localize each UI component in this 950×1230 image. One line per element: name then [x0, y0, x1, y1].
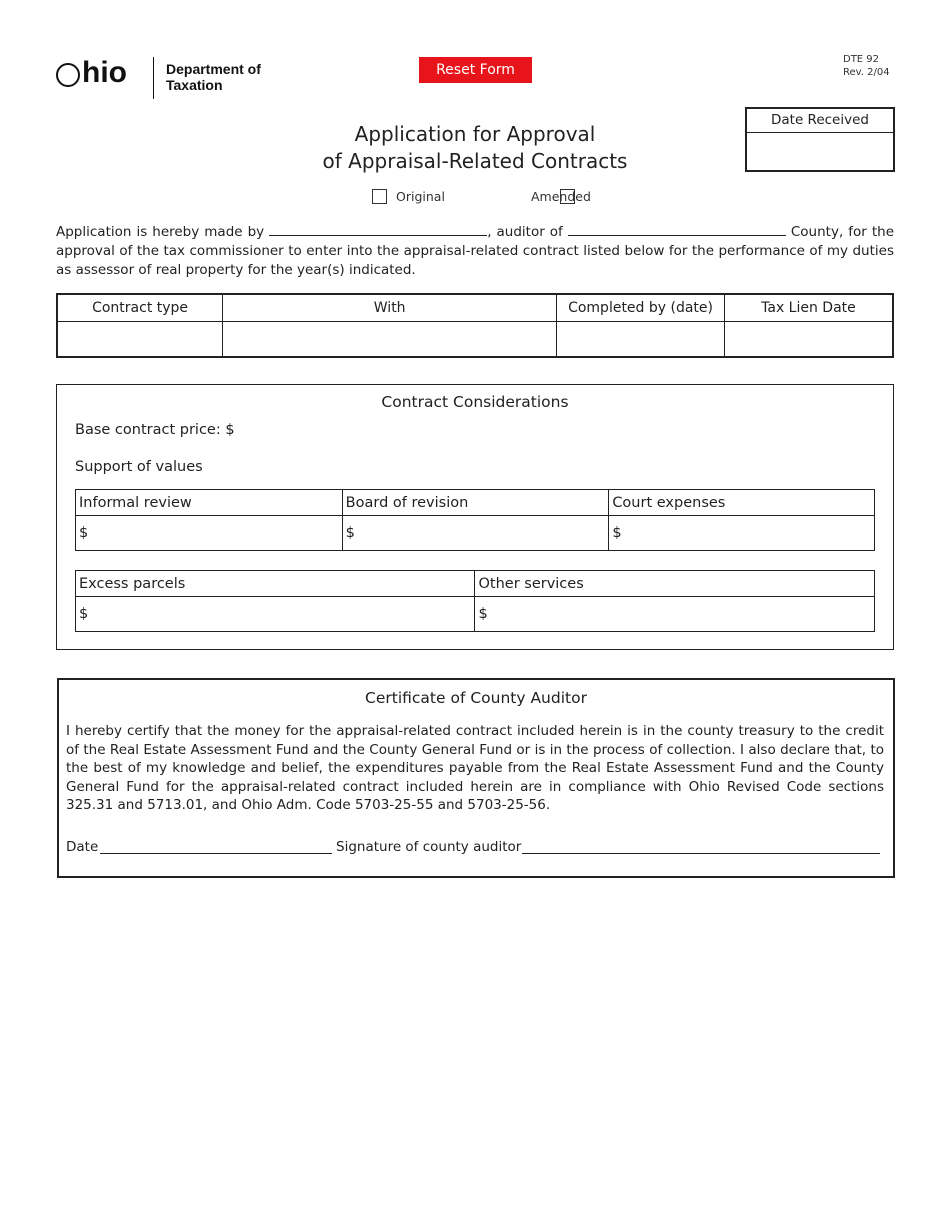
header-with: With: [223, 294, 557, 322]
support-of-values-label: Support of values: [75, 459, 203, 475]
excess-parcels-label: Excess parcels: [76, 571, 475, 597]
signature-label: Signature of county auditor: [336, 839, 522, 855]
date-received-label: Date Received: [747, 109, 893, 133]
contract-table-row: [57, 322, 893, 358]
form-revision: Rev. 2/04: [843, 67, 890, 78]
header-completed-by: Completed by (date): [557, 294, 725, 322]
certificate-section: [57, 678, 895, 878]
excess-parcels-field[interactable]: $: [76, 597, 475, 632]
contract-type-field[interactable]: [57, 322, 223, 358]
department-name: [166, 61, 296, 93]
certificate-title: Certificate of County Auditor: [365, 689, 587, 707]
amended-label: Amended: [531, 189, 591, 204]
header-tax-lien-date: Tax Lien Date: [724, 294, 893, 322]
department-line2: Taxation: [166, 77, 223, 93]
board-of-revision-label: Board of revision: [342, 490, 609, 516]
other-services-field[interactable]: $: [475, 597, 875, 632]
board-of-revision-field[interactable]: $: [342, 516, 609, 551]
county-field[interactable]: [568, 221, 786, 236]
applicant-name-field[interactable]: [269, 221, 487, 236]
completed-by-field[interactable]: [557, 322, 725, 358]
logo-text: hio: [82, 56, 127, 89]
certificate-text: I hereby certify that the money for the appraisal-related contract included herein is in the county treasury to the credit of the Real Estate Assessment Fund and the County General Fund or is in the process of collection. I also declare that, to the best of my knowledge and belief, the expenditures payable from the Real Estate Assessment Fund and the County General Fund for the appraisal-related contract included herein are in compliance with Ohio Revised Code sections 325.31 and 5713.01, and Ohio Adm. Code 5703-25-55 and 5703-25-56.: [66, 723, 884, 813]
form-number: DTE 92: [843, 54, 880, 65]
logo-o-mark: [56, 63, 80, 87]
date-received-field[interactable]: [747, 133, 893, 171]
signature-field[interactable]: [522, 853, 880, 854]
court-expenses-field[interactable]: $: [609, 516, 875, 551]
application-statement: [56, 221, 894, 280]
tax-lien-date-field[interactable]: [724, 322, 893, 358]
other-services-label: Other services: [475, 571, 875, 597]
considerations-title: Contract Considerations: [381, 393, 569, 411]
date-label: Date: [66, 839, 99, 855]
contract-table-header: [57, 294, 893, 322]
base-price-label: Base contract price: $: [75, 422, 235, 438]
contract-considerations-section: [56, 384, 894, 650]
support-values-grid-1: [75, 489, 875, 551]
title-line2: of Appraisal-Related Contracts: [322, 149, 628, 173]
application-text-2: , auditor of: [487, 224, 563, 240]
original-checkbox[interactable]: [372, 189, 387, 204]
department-line1: Department of: [166, 61, 261, 77]
form-title: [250, 121, 700, 175]
application-text-3: County, for the: [790, 224, 894, 240]
amended-checkbox[interactable]: [560, 189, 575, 204]
form-id: [843, 53, 890, 79]
court-expenses-label: Court expenses: [609, 490, 875, 516]
base-price-field[interactable]: [245, 421, 445, 441]
logo-divider: [153, 57, 154, 99]
title-line1: Application for Approval: [354, 122, 596, 146]
informal-review-field[interactable]: $: [76, 516, 343, 551]
application-text-4: approval of the tax commissioner to enter into the appraisal-related contract listed below for the performance of my duties as assessor of real property for the year(s) indicated.: [56, 243, 894, 278]
contract-with-field[interactable]: [223, 322, 557, 358]
header-contract-type: Contract type: [57, 294, 223, 322]
support-values-grid-2: [75, 570, 875, 632]
date-received-box: [745, 107, 895, 172]
reset-form-button[interactable]: Reset Form: [419, 57, 532, 83]
contract-table: [56, 293, 894, 358]
certificate-date-field[interactable]: [100, 853, 332, 854]
application-text-1: Application is hereby made by: [56, 224, 265, 240]
original-label: Original: [396, 189, 445, 204]
informal-review-label: Informal review: [76, 490, 343, 516]
